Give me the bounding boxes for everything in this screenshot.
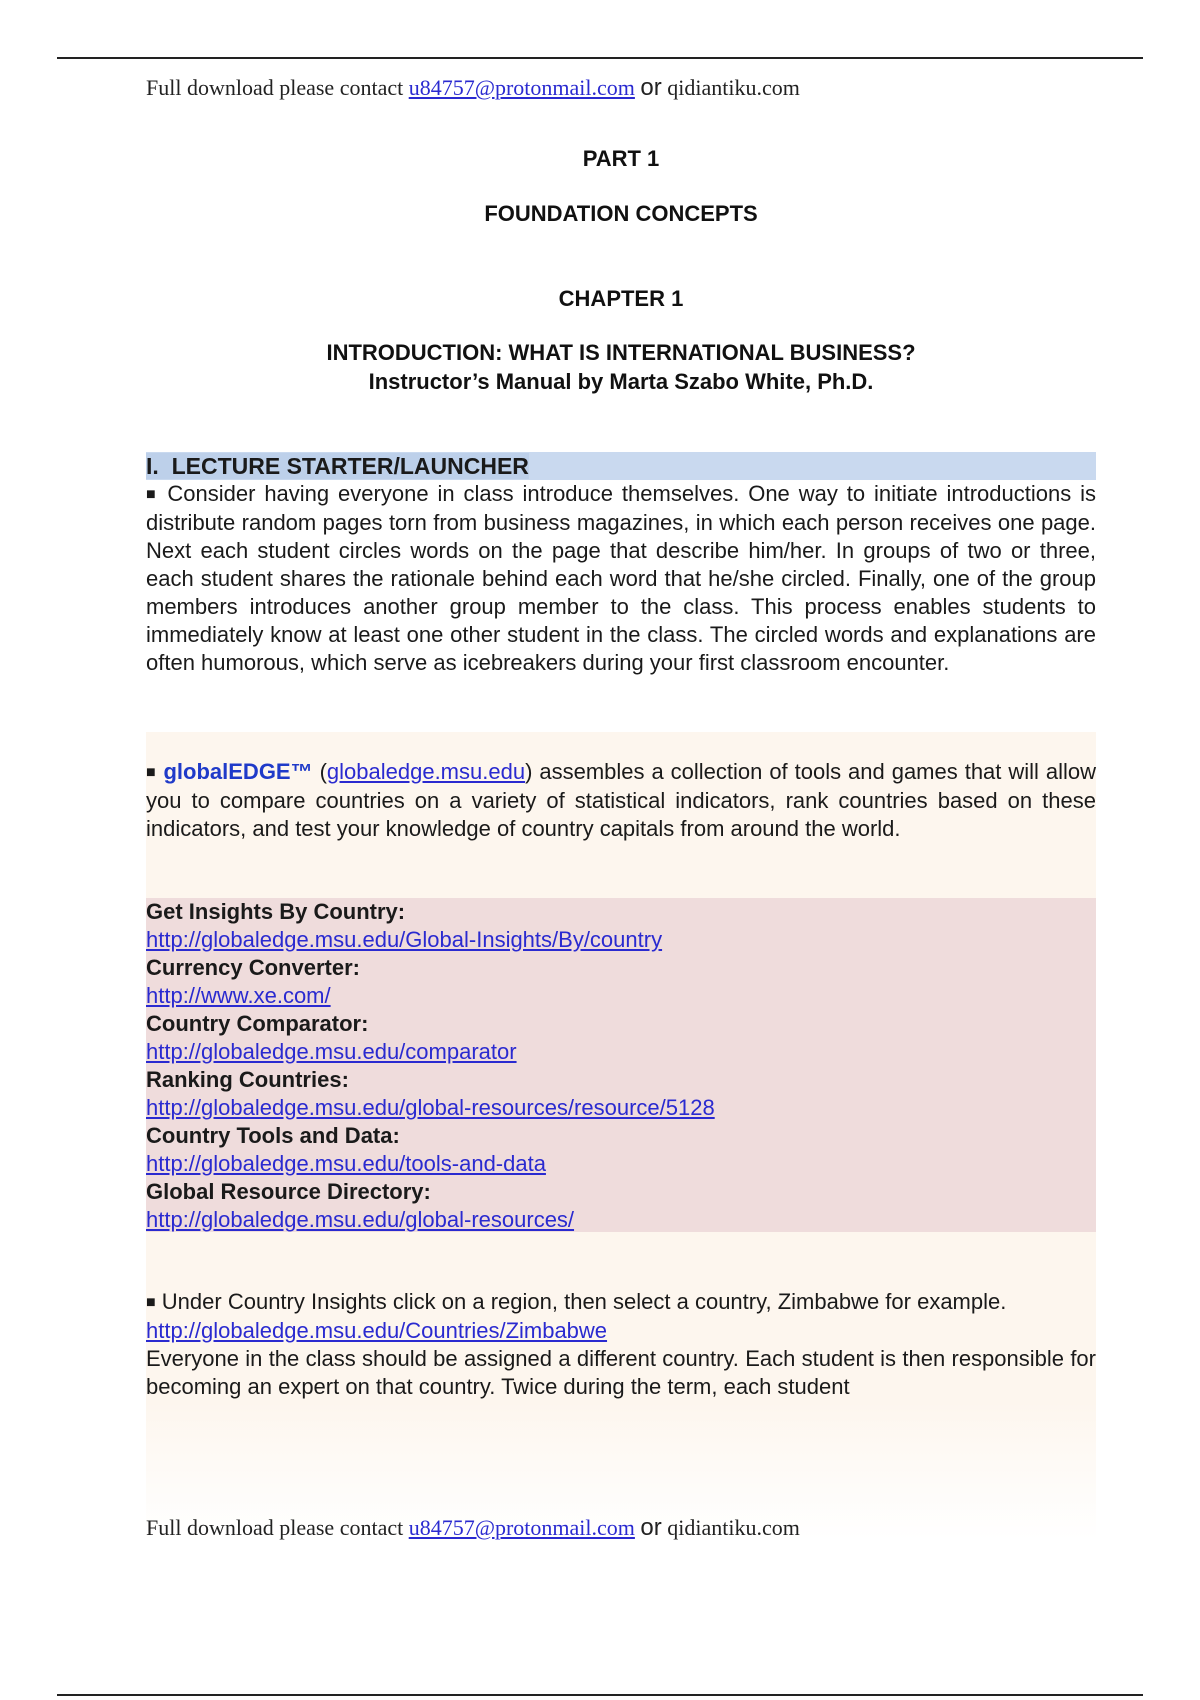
header-download-note <box>146 74 800 102</box>
resource-item <box>146 954 1096 1010</box>
paragraph-icebreaker-text: Consider having everyone in class introduce themselves. One way to initiate introductions is distribute random pages torn from business magazines, in which each person receives one page. Next each student circles words on the page that describe him/her. In groups of two or three, each student shares the rationale behind each word that he/she circled. Finally, one of the group members introduces another group member to the class. This process enables students to immediately know at least one other student in the class. The circled words and explanations are often humorous, which serve as icebreakers during your first classroom encounter. <box>146 481 1096 675</box>
resource-link[interactable]: http://globaledge.msu.edu/comparator <box>146 1039 517 1064</box>
chapter-heading: CHAPTER 1 <box>558 286 684 311</box>
paragraph-country-insights <box>146 1288 1096 1401</box>
globaledge-brand: globalEDGE™ <box>163 759 313 784</box>
resource-link[interactable]: http://globaledge.msu.edu/global-resources/resource/5128 <box>146 1095 715 1120</box>
resource-label: Get Insights By Country: <box>146 899 406 924</box>
download-note-or: or <box>640 1514 662 1541</box>
resource-item <box>146 1010 1096 1066</box>
zimbabwe-link[interactable]: http://globaledge.msu.edu/Countries/Zimbabwe <box>146 1318 608 1343</box>
globaledge-open-paren: ( <box>319 759 327 784</box>
section-heading <box>146 452 1096 480</box>
download-note-prefix: Full download please contact <box>146 1515 404 1540</box>
resource-link[interactable]: http://globaledge.msu.edu/tools-and-data <box>146 1151 546 1176</box>
resource-list <box>146 898 1096 1234</box>
country-insights-text: Under Country Insights click on a region, then select a country, Zimbabwe for example. <box>161 1289 1007 1314</box>
bullet-icon: ■ <box>146 1294 156 1311</box>
chapter-title: INTRODUCTION: WHAT IS INTERNATIONAL BUSINESS? <box>326 340 916 365</box>
section-number: I. <box>146 453 159 479</box>
paragraph-globaledge <box>146 758 1096 843</box>
download-note-site: qidiantiku.com <box>667 75 800 100</box>
resource-link[interactable]: http://www.xe.com/ <box>146 983 331 1008</box>
resource-label: Global Resource Directory: <box>146 1179 431 1204</box>
section-title: LECTURE STARTER/LAUNCHER <box>171 453 529 479</box>
download-note-prefix: Full download please contact <box>146 75 404 100</box>
country-expert-text: Everyone in the class should be assigned a different country. Each student is then responsible for becoming an expert on that country. Twice during the term, each student <box>146 1346 1096 1399</box>
top-rule <box>57 57 1143 59</box>
bullet-icon: ■ <box>146 486 159 503</box>
download-email-link[interactable]: u84757@protonmail.com <box>408 75 635 100</box>
resource-item <box>146 1066 1096 1122</box>
byline: Instructor’s Manual by Marta Szabo White, Ph.D. <box>368 369 874 394</box>
part-title: FOUNDATION CONCEPTS <box>484 201 758 226</box>
resource-label: Country Tools and Data: <box>146 1123 400 1148</box>
globaledge-link[interactable]: globaledge.msu.edu <box>326 759 526 784</box>
footer-download-note <box>146 1514 800 1542</box>
resource-item <box>146 1178 1096 1234</box>
resource-link[interactable]: http://globaledge.msu.edu/Global-Insights/By/country <box>146 927 663 952</box>
country-insights-line <box>146 1288 1096 1317</box>
resource-item <box>146 898 1096 954</box>
resource-label: Ranking Countries: <box>146 1067 349 1092</box>
bullet-icon: ■ <box>146 764 157 781</box>
download-email-link[interactable]: u84757@protonmail.com <box>408 1515 635 1540</box>
resource-link[interactable]: http://globaledge.msu.edu/global-resources/ <box>146 1207 575 1232</box>
part-heading: PART 1 <box>582 146 660 171</box>
download-note-or: or <box>640 74 662 101</box>
download-note-site: qidiantiku.com <box>667 1515 800 1540</box>
resource-item <box>146 1122 1096 1178</box>
paragraph-icebreaker <box>146 480 1096 677</box>
globaledge-description: ) assembles a collection of tools and games that will allow you to compare countries on a variety of statistical indicators, rank countries based on these indicators, and test your knowledge of country capitals from around the world. <box>146 759 1096 841</box>
resource-label: Currency Converter: <box>146 955 360 980</box>
bottom-rule <box>57 1694 1143 1696</box>
resource-label: Country Comparator: <box>146 1011 369 1036</box>
